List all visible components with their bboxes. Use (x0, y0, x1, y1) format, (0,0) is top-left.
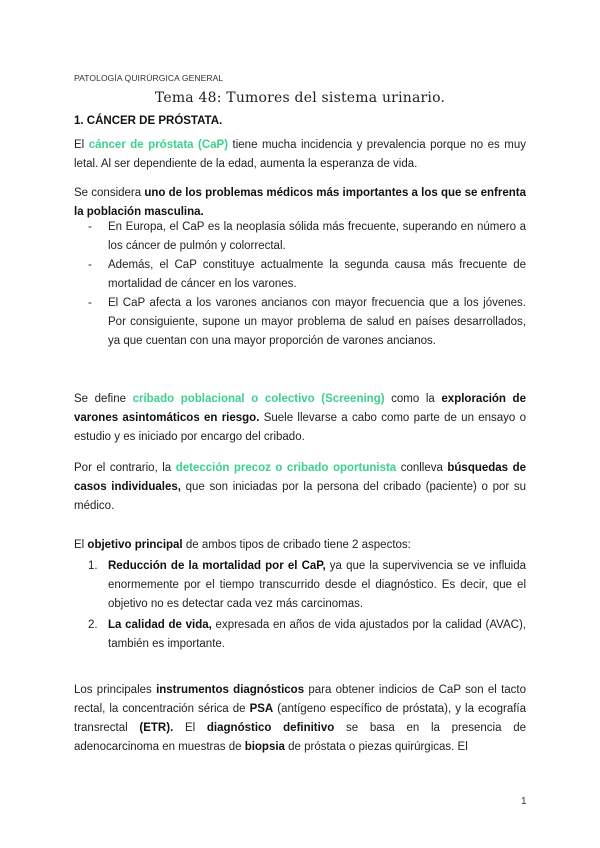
highlight-term: cribado poblacional o colectivo (Screening) (132, 392, 385, 405)
paragraph-intro: El cáncer de próstata (CaP) tiene mucha incidencia y prevalencia porque no es muy letal. Al ser dependiente de la edad, aumenta la esperanza de vida. (74, 138, 527, 170)
list-item: 2. La calidad de vida, expresada en años de vida ajustados por la calidad (AVAC), también es importante. (88, 619, 526, 650)
page-title: Tema 48: Tumores del sistema urinario. (154, 90, 446, 106)
section-heading: 1. CÁNCER DE PRÓSTATA. (74, 115, 223, 127)
list-item: 1. Reducción de la mortalidad por el CaP, ya que la supervivencia se ve influida enormemente por el tiempo transcurrido desde el diagnóstico. Es decir, que el objetivo no es detectar cada vez más carcinomas. (88, 560, 527, 610)
paragraph-screening: Se define cribado poblacional o colectivo (Screening) como la exploración de varones asintomáticos en riesgo. Suele llevarse a cabo como parte de un ensayo o estudio y es iniciado por encargo del cribado. (74, 392, 527, 443)
header-label: PATOLOGÍA QUIRÚRGICA GENERAL (74, 73, 224, 83)
list-item: - Además, el CaP constituye actualmente la segunda causa más frecuente de mortalidad de cáncer en los varones. (88, 259, 526, 290)
paragraph-early-detection: Por el contrario, la detección precoz o cribado oportunista conlleva búsquedas de casos individuales, que son iniciadas por la persona del cribado (paciente) o por su médico. (74, 461, 527, 512)
numbered-list (74, 557, 526, 654)
highlight-term: cáncer de próstata (CaP) (88, 138, 229, 151)
highlight-term: detección precoz o cribado oportunista (175, 461, 397, 474)
list-item: - El CaP afecta a los varones ancianos con mayor frecuencia que a los jóvenes. Por consiguiente, supone un mayor problema de salud en países desarrollados, ya que cuentan con una mayor proporción de varones ancianos. (88, 297, 526, 347)
list-item: - En Europa, el CaP es la neoplasia sólida más frecuente, superando en número a los cáncer de pulmón y colorrectal. (88, 221, 526, 252)
page-number: 1 (521, 796, 527, 807)
paragraph-objective: El objetivo principal de ambos tipos de cribado tiene 2 aspectos: (74, 538, 411, 551)
paragraph-importance: Se considera uno de los problemas médicos más importantes a los que se enfrenta la población masculina. (74, 186, 526, 218)
paragraph-diagnosis: Los principales instrumentos diagnósticos para obtener indicios de CaP son el tacto rectal, la concentración sérica de PSA (antígeno específico de próstata), y la ecografía transrectal (ETR). El diagnóstico definitivo se basa en la presencia de adenocarcinoma en muestras de biopsia de próstata o piezas quirúrgicas. El (74, 683, 527, 753)
bullet-list (74, 218, 526, 351)
